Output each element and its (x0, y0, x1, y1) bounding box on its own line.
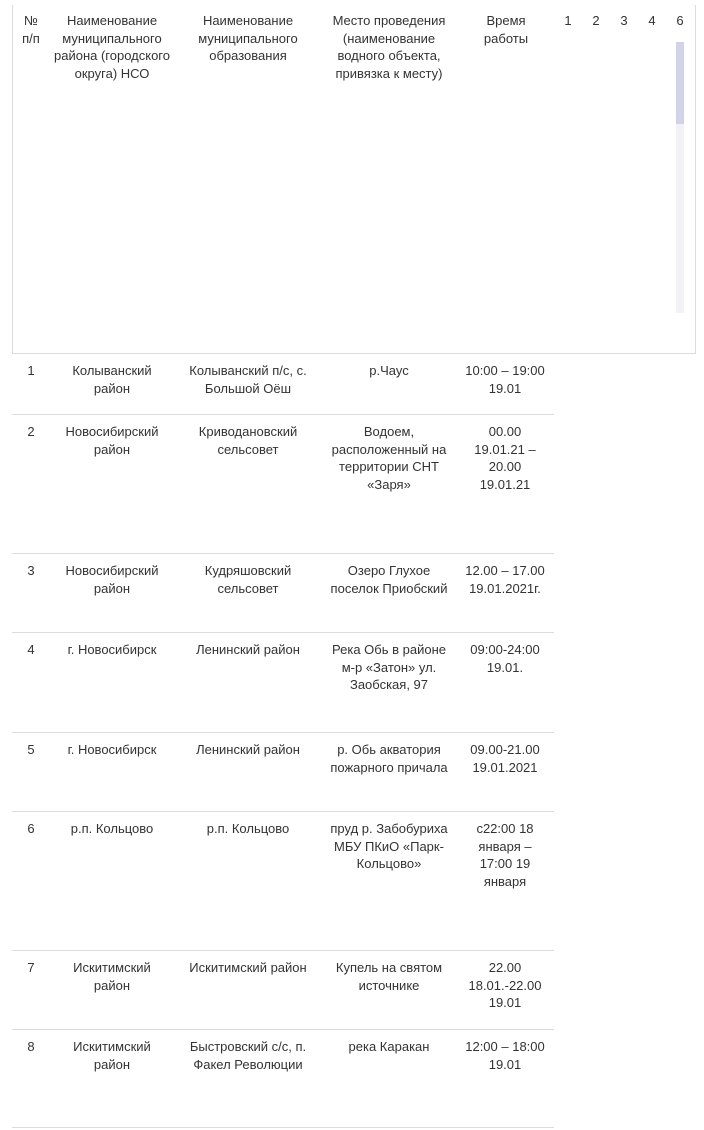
row-district: Новосибирский район (65, 424, 159, 457)
row-place: Купель на святом источнике (335, 960, 443, 993)
table-row (12, 733, 554, 812)
row-time: 12:00 – 18:00 19.01 (465, 1039, 545, 1072)
row-district: р.п. Кольцово (70, 821, 154, 836)
row-number: 8 (27, 1039, 35, 1054)
table-row (12, 415, 554, 554)
row-district: Искитимский район (73, 1039, 151, 1072)
table-row (12, 633, 554, 733)
column-number: 4 (648, 13, 656, 28)
row-time: с22:00 18 января – 17:00 19 января (476, 821, 534, 889)
table-row (12, 354, 554, 415)
column-number: 6 (676, 13, 684, 28)
column-number-strip (556, 12, 704, 30)
row-district: Новосибирский район (65, 563, 159, 596)
table-row (12, 951, 554, 1030)
row-number: 2 (27, 424, 35, 439)
row-municipality: Кудряшовский сельсовет (204, 563, 292, 596)
row-municipality: Криводановский сельсовет (198, 424, 298, 457)
row-district: г. Новосибирск (67, 742, 157, 757)
row-place: река Каракан (348, 1039, 430, 1054)
row-time: 09.00-21.00 19.01.2021 (470, 742, 540, 775)
scrollbar-thumb[interactable] (676, 42, 684, 124)
column-number: 3 (620, 13, 628, 28)
row-place: р. Обь акватория пожарного причала (330, 742, 448, 775)
row-number: 4 (27, 642, 35, 657)
row-place: р.Чаус (369, 363, 409, 378)
row-municipality: Ленинский район (196, 742, 300, 757)
row-municipality: р.п. Кольцово (206, 821, 290, 836)
row-place: пруд р. Забобуриха МБУ ПКиО «Парк-Кольцово» (330, 821, 448, 872)
row-number: 6 (27, 821, 35, 836)
row-time: 10:00 – 19:00 19.01 (465, 363, 545, 396)
header-district: Наименование муниципального района (городского округа) НСО (54, 13, 170, 81)
header-time: Время работы (483, 13, 529, 46)
row-municipality: Искитимский район (189, 960, 307, 975)
row-municipality: Колыванский п/с, с. Большой Оёш (189, 363, 307, 396)
row-time: 09:00-24:00 19.01. (470, 642, 540, 675)
header-place: Место проведения (наименование водного объекта, привязка к месту) (332, 13, 446, 81)
row-place: Водоем, расположенный на территории СНТ «Заря» (331, 424, 447, 492)
row-number: 1 (27, 363, 35, 378)
row-time: 12.00 – 17.00 19.01.2021г. (465, 563, 545, 596)
row-district: Колыванский район (72, 363, 152, 396)
column-number: 2 (592, 13, 600, 28)
row-number: 7 (27, 960, 35, 975)
row-place: Река Обь в районе м-р «Затон» ул. Заобская, 97 (332, 642, 446, 693)
row-district: г. Новосибирск (67, 642, 157, 657)
row-municipality: Ленинский район (196, 642, 300, 657)
vertical-scrollbar[interactable] (676, 42, 684, 313)
table-row (12, 554, 554, 633)
row-time: 22.00 18.01.-22.00 19.01 (468, 960, 542, 1011)
row-number: 5 (27, 742, 35, 757)
table-row (12, 1030, 554, 1128)
row-municipality: Быстровский с/с, п. Факел Революции (189, 1039, 307, 1072)
table-row (12, 812, 554, 951)
row-district: Искитимский район (73, 960, 151, 993)
row-place: Озеро Глухое поселок Приобский (330, 563, 448, 596)
header-municipality: Наименование муниципального образования (198, 13, 298, 64)
header-number: № п/п (22, 13, 40, 46)
column-number: 1 (564, 13, 572, 28)
row-time: 00.00 19.01.21 – 20.00 19.01.21 (474, 424, 536, 492)
row-number: 3 (27, 563, 35, 578)
